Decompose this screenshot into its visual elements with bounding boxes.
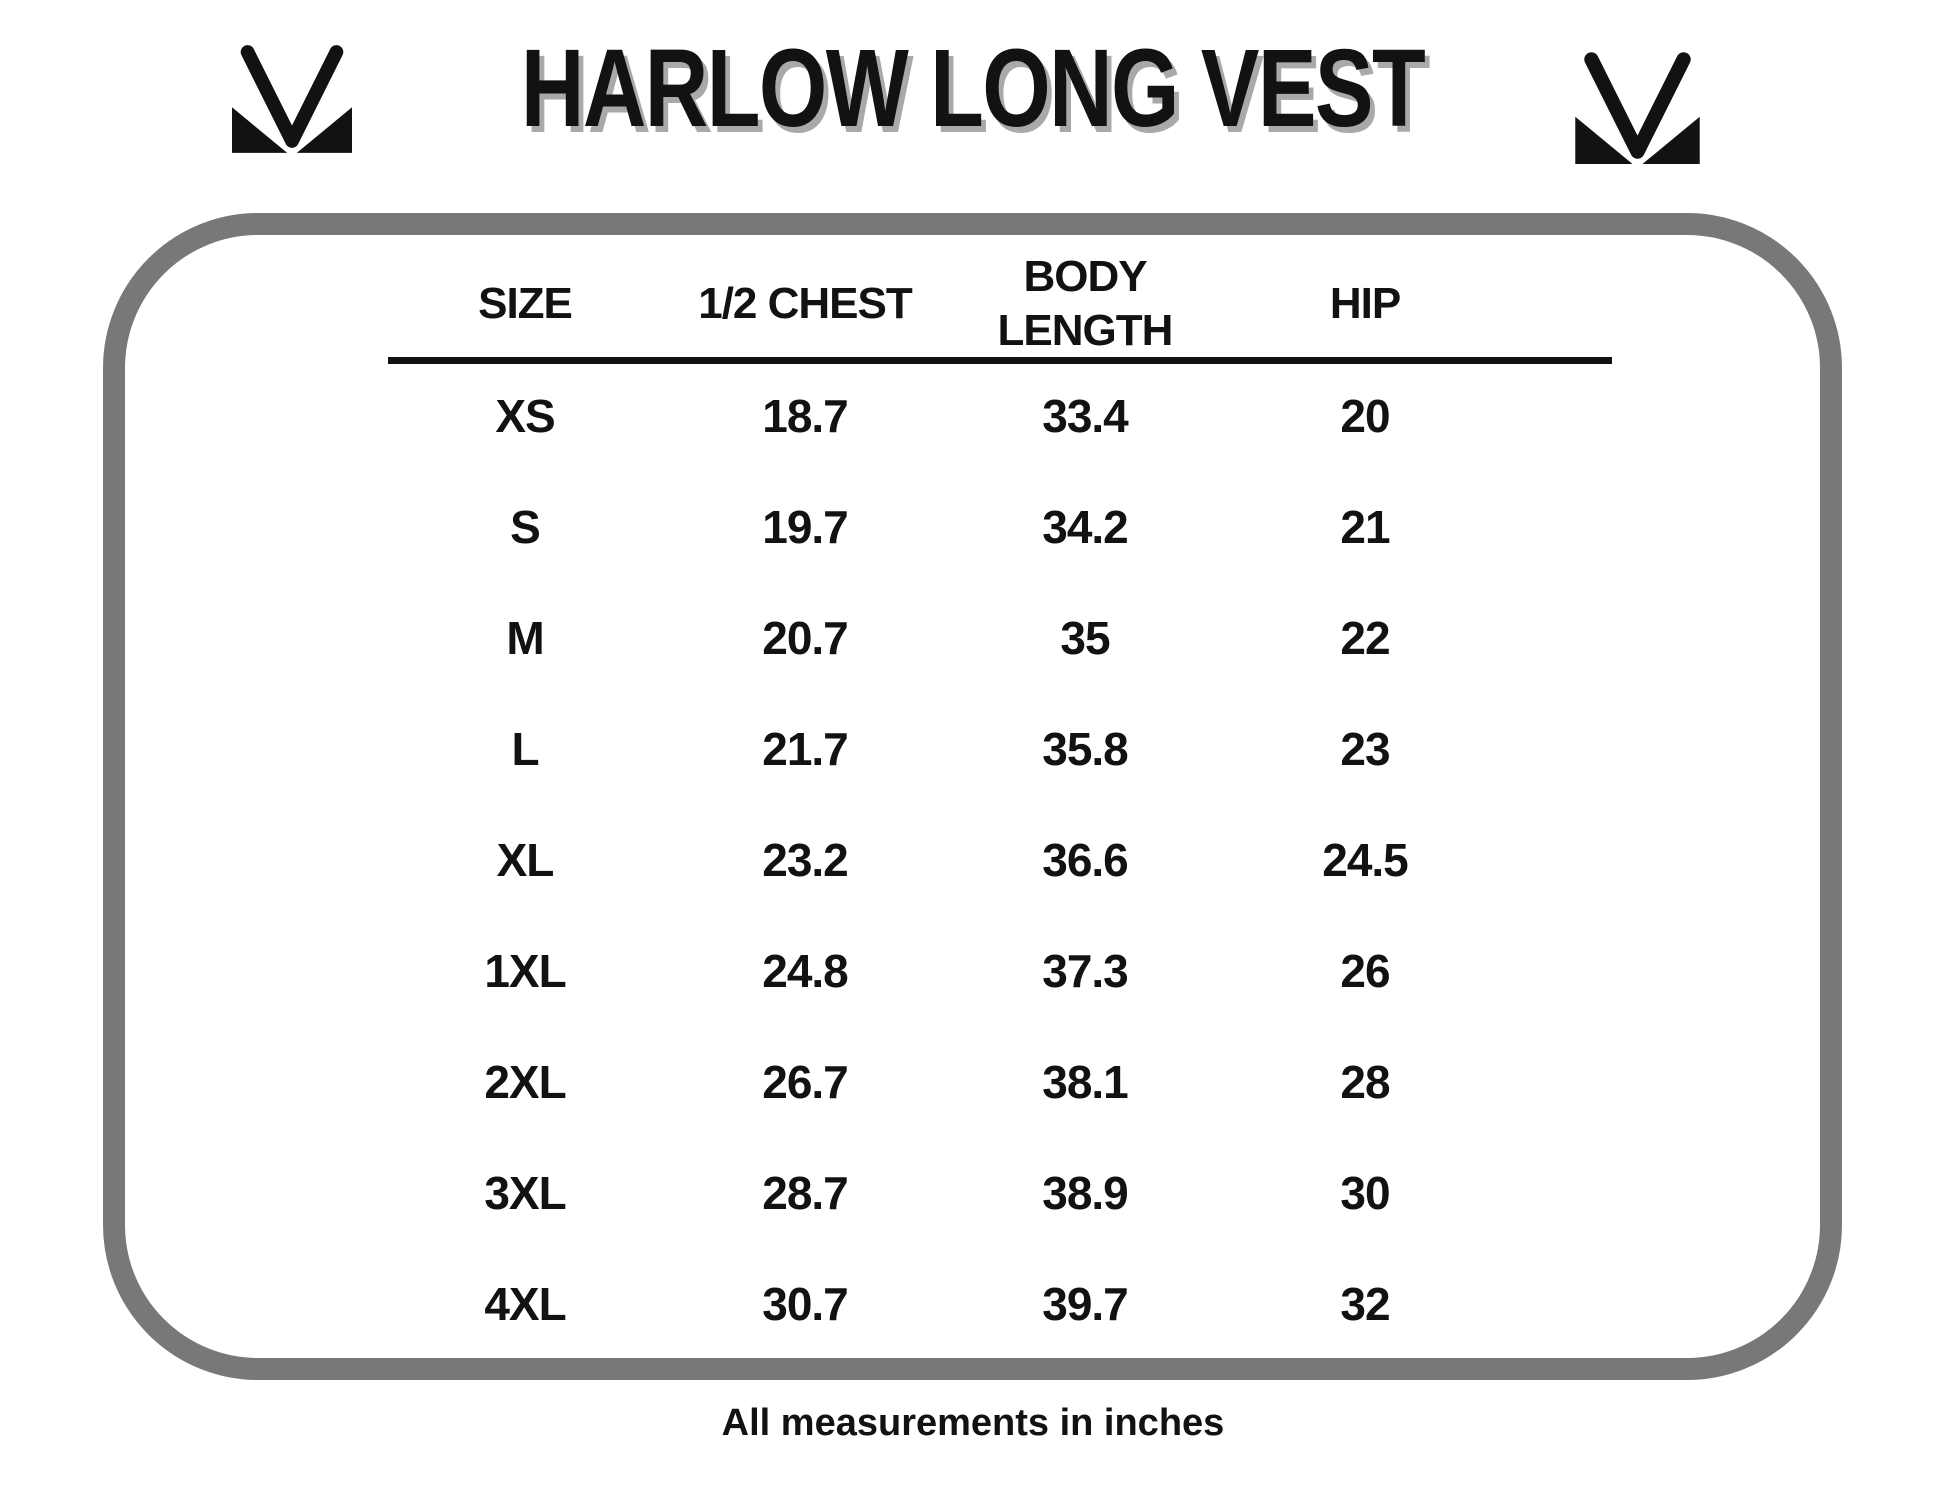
cell-hip: 23 bbox=[1340, 722, 1390, 775]
cell-hip: 26 bbox=[1340, 944, 1390, 997]
cell-half-chest: 28.7 bbox=[762, 1166, 848, 1219]
cell-size: L bbox=[511, 722, 539, 775]
cell-hip: 21 bbox=[1340, 500, 1390, 553]
cell-half-chest: 26.7 bbox=[762, 1055, 848, 1108]
cell-body-length: 37.3 bbox=[1042, 944, 1128, 997]
cell-size: XL bbox=[496, 833, 554, 886]
cell-hip: 30 bbox=[1340, 1166, 1390, 1219]
column-header-label: LENGTH bbox=[997, 306, 1173, 355]
cell-half-chest: 18.7 bbox=[762, 389, 848, 442]
cell-hip: 32 bbox=[1340, 1277, 1390, 1330]
brand-m-logo-icon bbox=[1575, 47, 1700, 164]
cell-body-length: 38.1 bbox=[1042, 1055, 1128, 1108]
cell-size: 3XL bbox=[484, 1166, 566, 1219]
cell-hip: 24.5 bbox=[1322, 833, 1408, 886]
column-header-label: SIZE bbox=[478, 279, 572, 329]
column-header-label: 1/2 CHEST bbox=[698, 279, 912, 329]
cell-size: XS bbox=[495, 389, 555, 442]
cell-body-length: 36.6 bbox=[1042, 833, 1128, 886]
cell-hip: 20 bbox=[1340, 389, 1390, 442]
table-header-row bbox=[385, 248, 1505, 360]
cell-half-chest: 20.7 bbox=[762, 611, 848, 664]
cell-size: 2XL bbox=[484, 1055, 566, 1108]
cell-hip: 28 bbox=[1340, 1055, 1390, 1108]
cell-half-chest: 24.8 bbox=[762, 944, 848, 997]
cell-size: 4XL bbox=[484, 1277, 566, 1330]
page-title: HARLOW LONG VEST bbox=[521, 27, 1425, 150]
units-footnote: All measurements in inches bbox=[721, 1402, 1225, 1444]
column-header-size bbox=[385, 248, 665, 360]
cell-half-chest: 23.2 bbox=[762, 833, 848, 886]
cell-half-chest: 30.7 bbox=[762, 1277, 848, 1330]
cell-body-length: 38.9 bbox=[1042, 1166, 1128, 1219]
column-header-half-chest bbox=[665, 248, 945, 360]
cell-size: M bbox=[506, 611, 544, 664]
cell-half-chest: 21.7 bbox=[762, 722, 848, 775]
column-header-label: HIP bbox=[1329, 279, 1401, 329]
column-header-label: BODY bbox=[1023, 252, 1147, 302]
cell-hip: 22 bbox=[1340, 611, 1390, 664]
column-header-hip bbox=[1225, 248, 1505, 360]
cell-half-chest: 19.7 bbox=[762, 500, 848, 553]
cell-size: S bbox=[510, 500, 540, 553]
cell-size: 1XL bbox=[484, 944, 566, 997]
cell-body-length: 35.8 bbox=[1042, 722, 1128, 775]
cell-body-length: 39.7 bbox=[1042, 1277, 1128, 1330]
cell-body-length: 35 bbox=[1060, 611, 1110, 664]
cell-body-length: 33.4 bbox=[1042, 389, 1128, 442]
size-table-body bbox=[385, 360, 1505, 1359]
column-header-body-length bbox=[945, 248, 1225, 360]
cell-body-length: 34.2 bbox=[1042, 500, 1128, 553]
